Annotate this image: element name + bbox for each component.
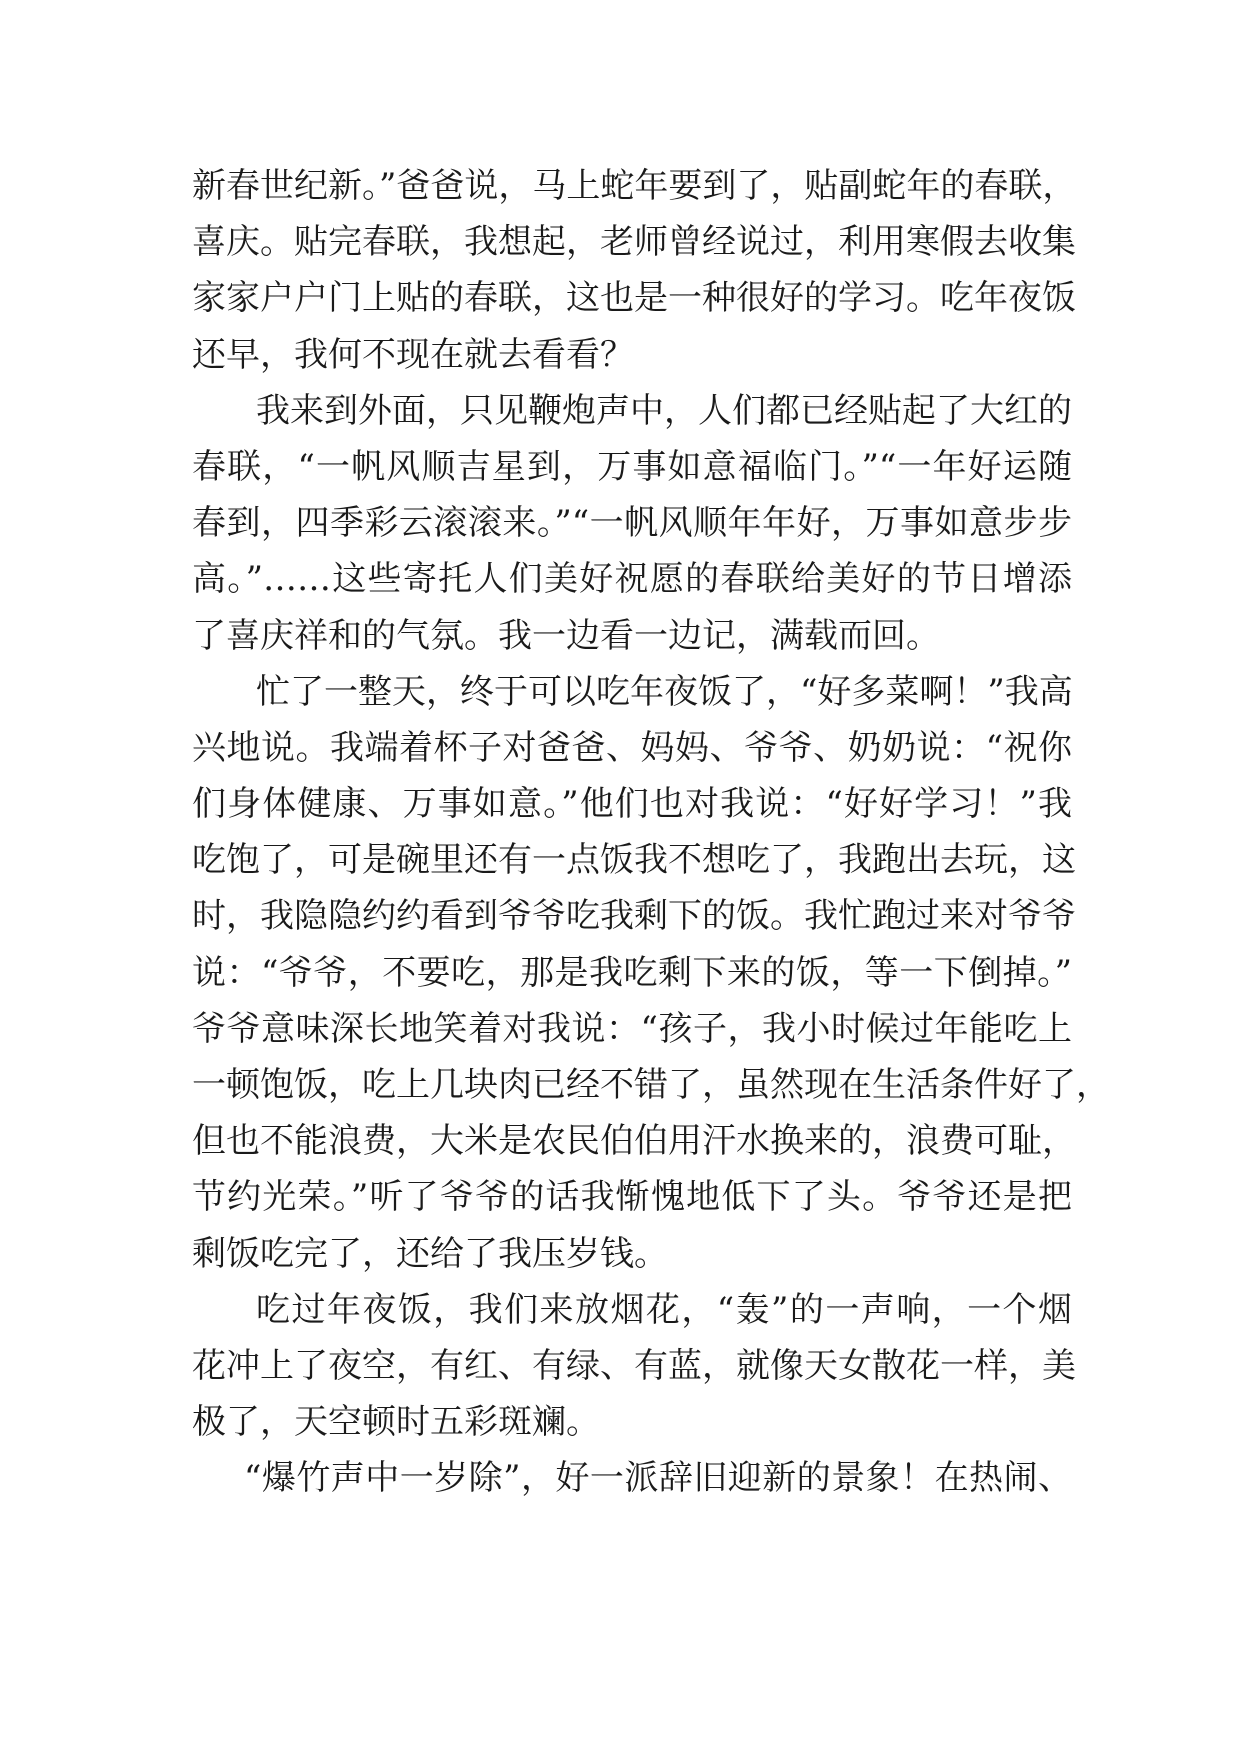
text-line: 极了，天空顿时五彩斑斓。 [192,1402,600,1443]
text-line: 剩饭吃完了，还给了我压岁钱。 [192,1233,668,1274]
text-line: 春联，“一帆风顺吉星到，万事如意福临门。”“一年好运随 [192,446,1072,487]
text-line: 爷爷意味深长地笑着对我说：“孩子，我小时候过年能吃上 [192,1008,1072,1049]
text-line: 了喜庆祥和的气氛。我一边看一边记，满载而回。 [192,615,940,656]
text-line: 时，我隐隐约约看到爷爷吃我剩下的饭。我忙跑过来对爷爷 [192,896,1076,937]
text-line: 一顿饱饭，吃上几块肉已经不错了，虽然现在生活条件好了， [192,1065,1110,1105]
text-line: 高。”……这些寄托人们美好祝愿的春联给美好的节日增添 [192,559,1072,600]
text-line: 春到，四季彩云滚滚来。”“一帆风顺年年好，万事如意步步 [192,503,1072,544]
text-line: 还早，我何不现在就去看看？ [192,334,634,375]
paragraph-first-line: “爆竹声中一岁除”，好一派辞旧迎新的景象！在热闹、 [244,1458,1072,1499]
text-line: 们身体健康、万事如意。”他们也对我说：“好好学习！”我 [192,784,1072,825]
text-line: 兴地说。我端着杯子对爸爸、妈妈、爷爷、奶奶说：“祝你 [192,727,1072,768]
paragraph-first-line: 我来到外面，只见鞭炮声中，人们都已经贴起了大红的 [256,390,1072,431]
document-body [192,158,1110,1507]
text-line: 喜庆。贴完春联，我想起，老师曾经说过，利用寒假去收集 [192,222,1076,263]
paragraph-first-line: 吃过年夜饭，我们来放烟花，“轰”的一声响，一个烟 [256,1289,1072,1330]
paragraph-first-line: 忙了一整天，终于可以吃年夜饭了，“好多菜啊！”我高 [256,671,1073,712]
text-line: 花冲上了夜空，有红、有绿、有蓝，就像天女散花一样，美 [192,1345,1076,1386]
text-line: 新春世纪新。”爸爸说，马上蛇年要到了，贴副蛇年的春联， [192,166,1077,206]
text-line: 吃饱了，可是碗里还有一点饭我不想吃了，我跑出去玩，这 [192,840,1076,881]
text-line: 说：“爷爷，不要吃，那是我吃剩下来的饭，等一下倒掉。” [192,952,1072,993]
text-line: 但也不能浪费，大米是农民伯伯用汗水换来的，浪费可耻， [192,1121,1076,1162]
text-line: 家家户户门上贴的春联，这也是一种很好的学习。吃年夜饭 [192,278,1076,319]
text-line: 节约光荣。”听了爷爷的话我惭愧地低下了头。爷爷还是把 [192,1177,1072,1218]
